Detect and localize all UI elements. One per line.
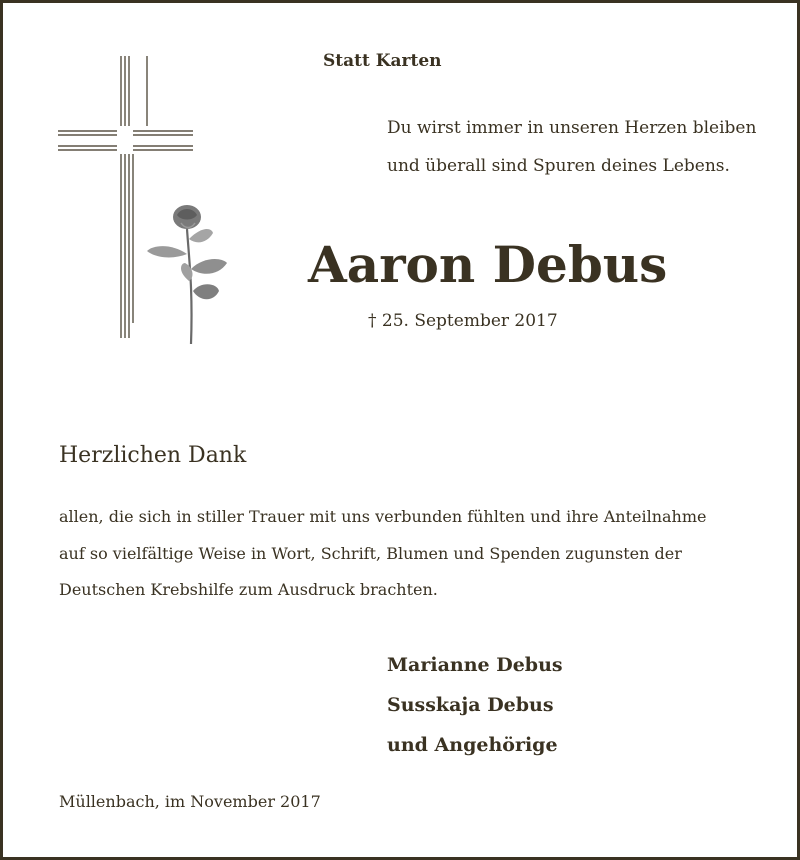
thanks-line-1: allen, die sich in stiller Trauer mit uns verbunden fühlten und ihre Anteilnahme	[59, 507, 707, 526]
signers	[387, 645, 563, 765]
thanks-title: Herzlichen Dank	[59, 443, 247, 468]
thanks-line-2: auf so vielfältige Weise in Wort, Schrift, Blumen und Spenden zugunsten der	[59, 543, 682, 563]
deceased-name: Aaron Debus	[308, 235, 668, 294]
header-statt-karten: Statt Karten	[323, 51, 442, 71]
signer-1: Marianne Debus	[387, 654, 563, 676]
verse-line-2: und überall sind Spuren deines Lebens.	[387, 156, 730, 176]
rose-icon	[141, 199, 236, 349]
place-date: Müllenbach, im November 2017	[59, 792, 321, 811]
signer-2: Susskaja Debus	[387, 694, 554, 716]
thanks-text	[59, 499, 759, 609]
verse-line-1: Du wirst immer in unseren Herzen bleiben	[387, 118, 757, 138]
death-date: † 25. September 2017	[368, 311, 558, 331]
thanks-line-3: Deutschen Krebshilfe zum Ausdruck brachten.	[59, 580, 438, 599]
verse	[387, 109, 756, 185]
signer-3: und Angehörige	[387, 734, 558, 756]
